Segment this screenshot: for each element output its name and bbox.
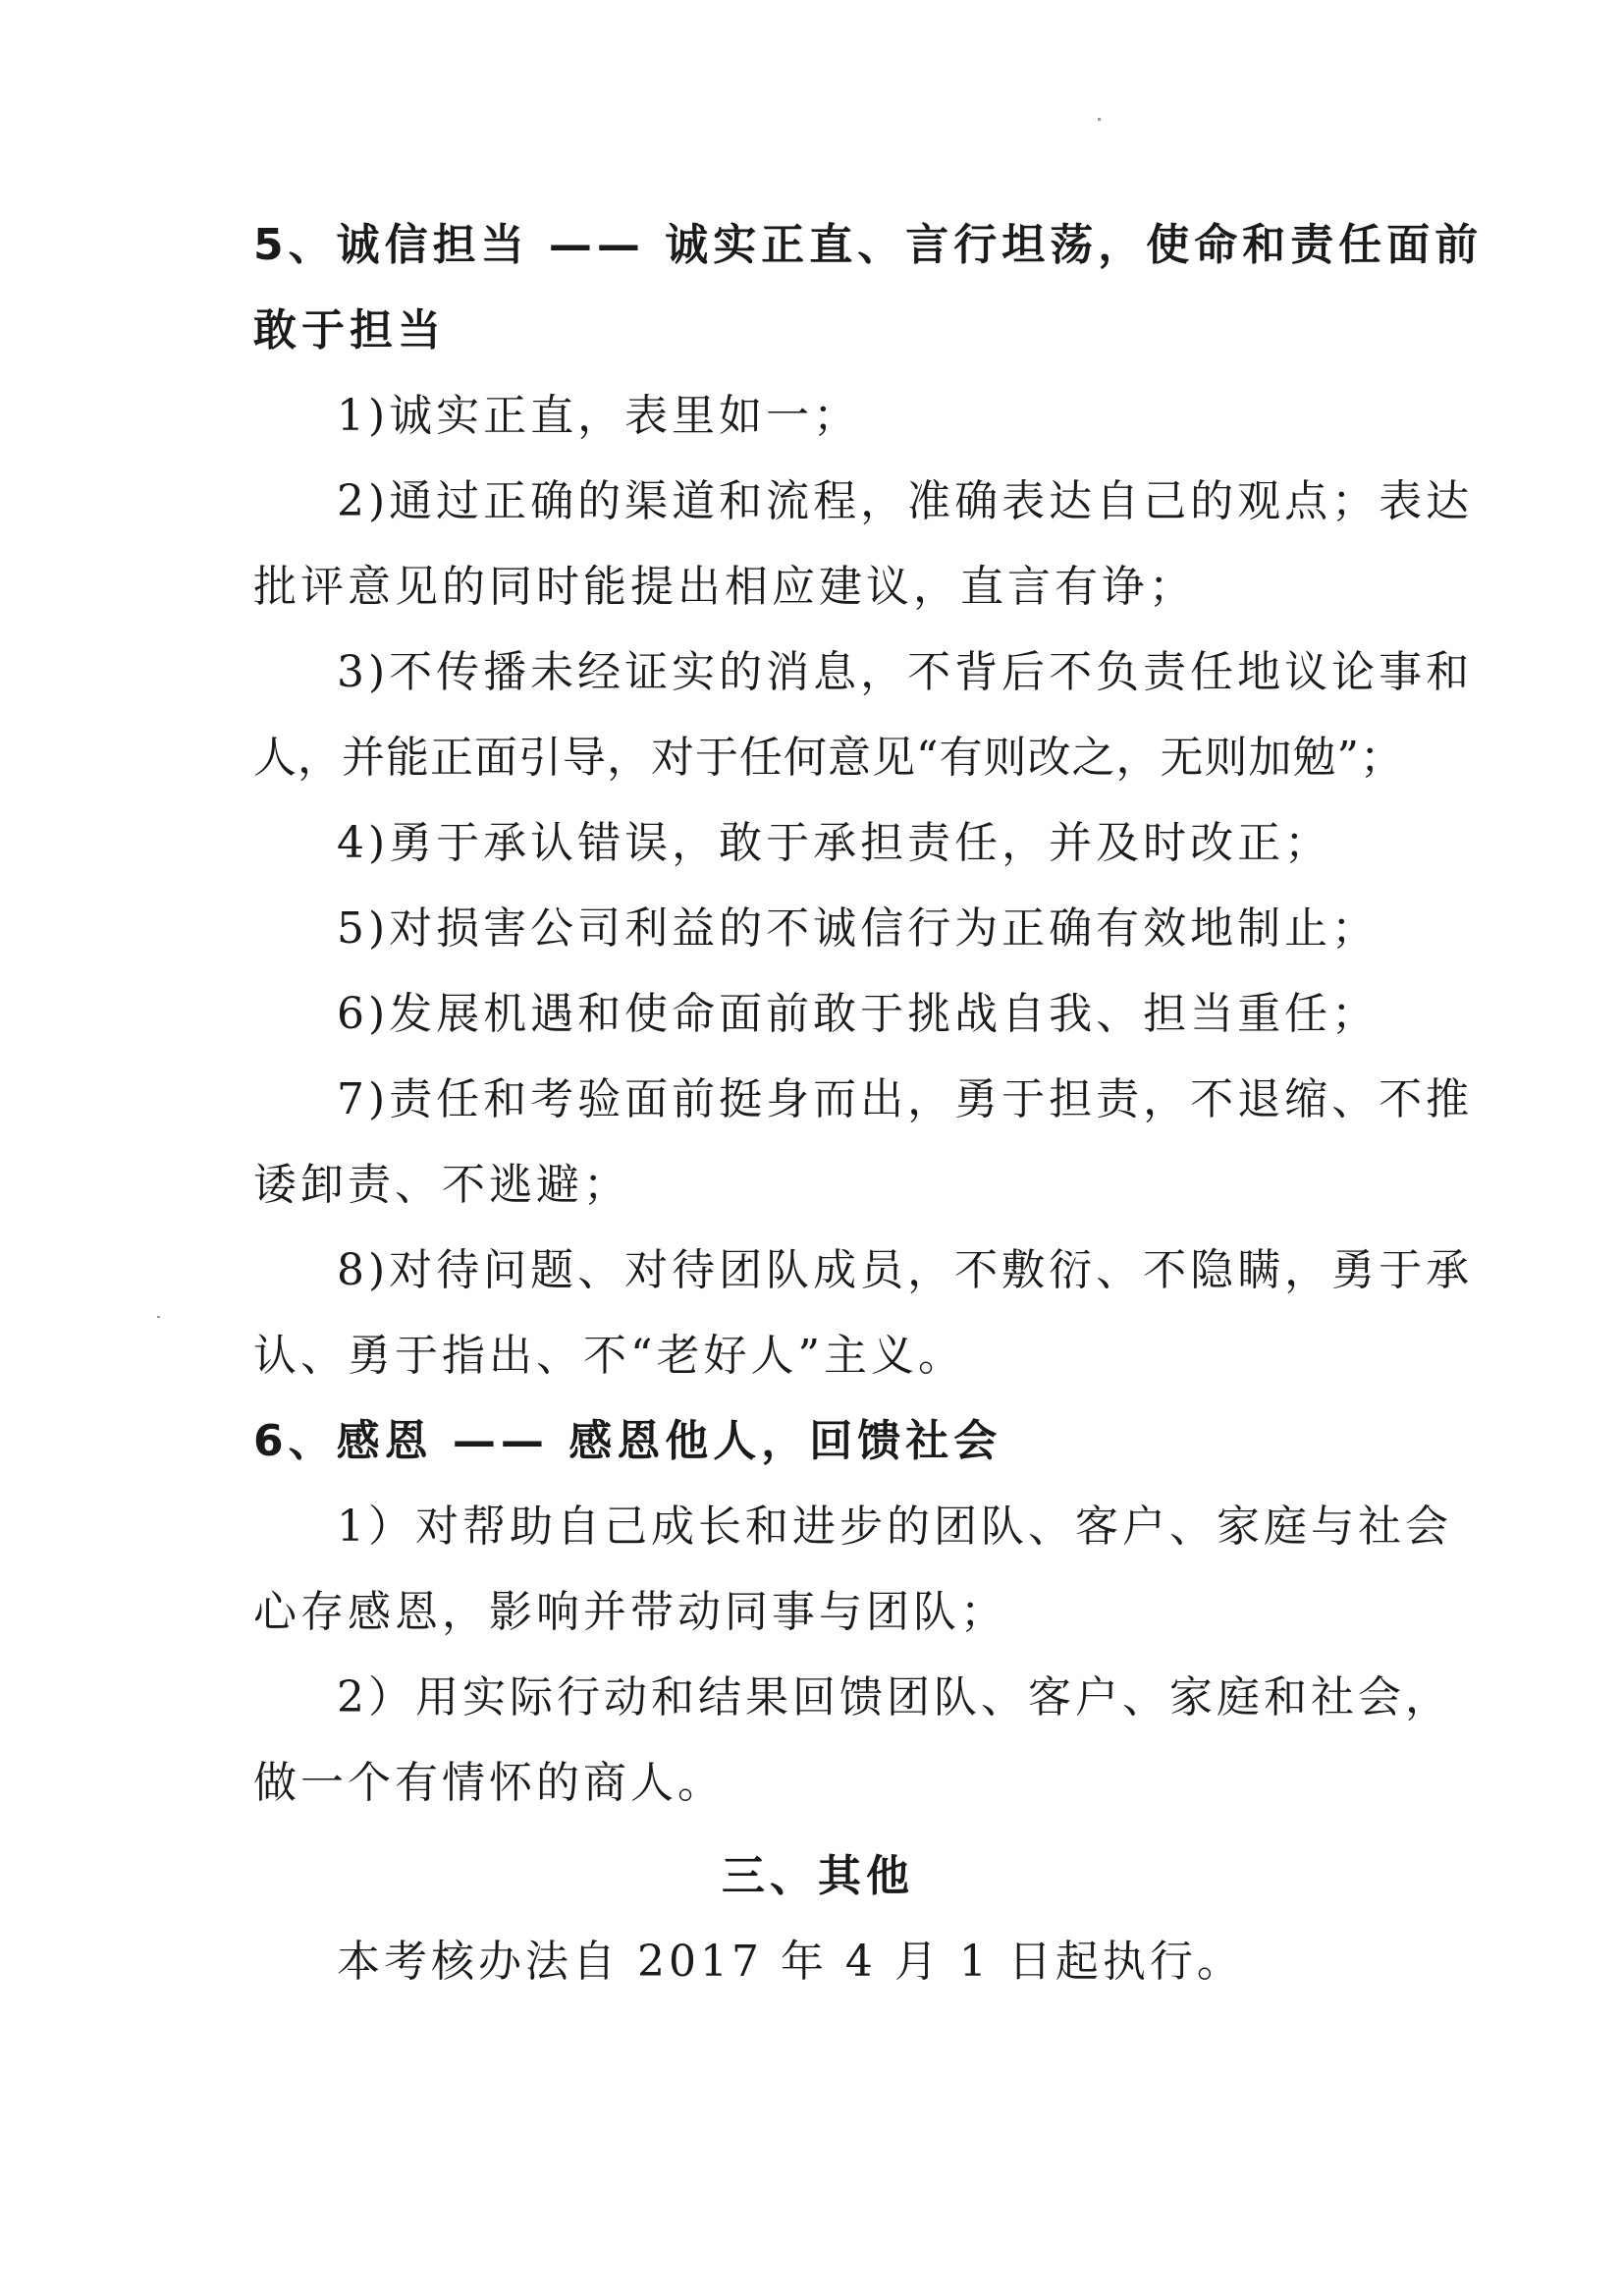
section-other-heading: 三、其他 xyxy=(722,1851,914,1901)
effective-date-text: 本考核办法自 2017 年 4 月 1 日起执行。 xyxy=(337,1937,1244,1987)
s5-item-7-line-1: 7)责任和考验面前挺身而出，勇于担责，不退缩、不推 xyxy=(337,1074,1474,1124)
s5-item-3-line-2: 人，并能正面引导，对于任何意见“有则改之，无则加勉”； xyxy=(253,733,1404,783)
s5-item-4: 4)勇于承认错误，敢于承担责任，并及时改正； xyxy=(337,818,1332,868)
s5-item-8-line-2: 认、勇于指出、不“老好人”主义。 xyxy=(253,1331,965,1381)
document-body xyxy=(253,202,1484,2004)
s6-item-1-line-1: 1）对帮助自己成长和进步的团队、客户、家庭与社会 xyxy=(337,1502,1452,1552)
s5-item-3-line-1: 3)不传播未经证实的消息，不背后不负责任地议论事和 xyxy=(337,647,1474,697)
s5-item-1: 1)诚实正直，表里如一； xyxy=(337,391,861,441)
section-5-heading-line-1: 5、诚信担当 —— 诚实正直、言行坦荡，使命和责任面前 xyxy=(253,220,1484,270)
section-5-heading-line-2: 敢于担当 xyxy=(253,305,446,355)
s5-item-6: 6)发展机遇和使命面前敢于挑战自我、担当重任； xyxy=(337,989,1380,1039)
s5-item-8-line-1: 8)对待问题、对待团队成员，不敷衍、不隐瞒，勇于承 xyxy=(337,1245,1474,1295)
scan-speck xyxy=(157,1316,160,1318)
s5-item-5: 5)对损害公司利益的不诚信行为正确有效地制止； xyxy=(337,903,1380,954)
section-6-heading: 6、感恩 —— 感恩他人，回馈社会 xyxy=(253,1416,1002,1466)
s5-item-7-line-2: 诿卸责、不逃避； xyxy=(253,1160,630,1210)
s6-item-1-line-2: 心存感恩，影响并带动同事与团队； xyxy=(253,1587,1007,1637)
s6-item-2-line-2: 做一个有情怀的商人。 xyxy=(253,1758,725,1808)
s5-item-2-line-2: 批评意见的同时能提出相应建议，直言有诤； xyxy=(253,562,1196,612)
s6-item-2-line-1: 2）用实际行动和结果回馈团队、客户、家庭和社会， xyxy=(337,1672,1452,1722)
s5-item-2-line-1: 2)通过正确的渠道和流程，准确表达自己的观点；表达 xyxy=(337,476,1474,526)
scan-speck xyxy=(1098,118,1101,121)
